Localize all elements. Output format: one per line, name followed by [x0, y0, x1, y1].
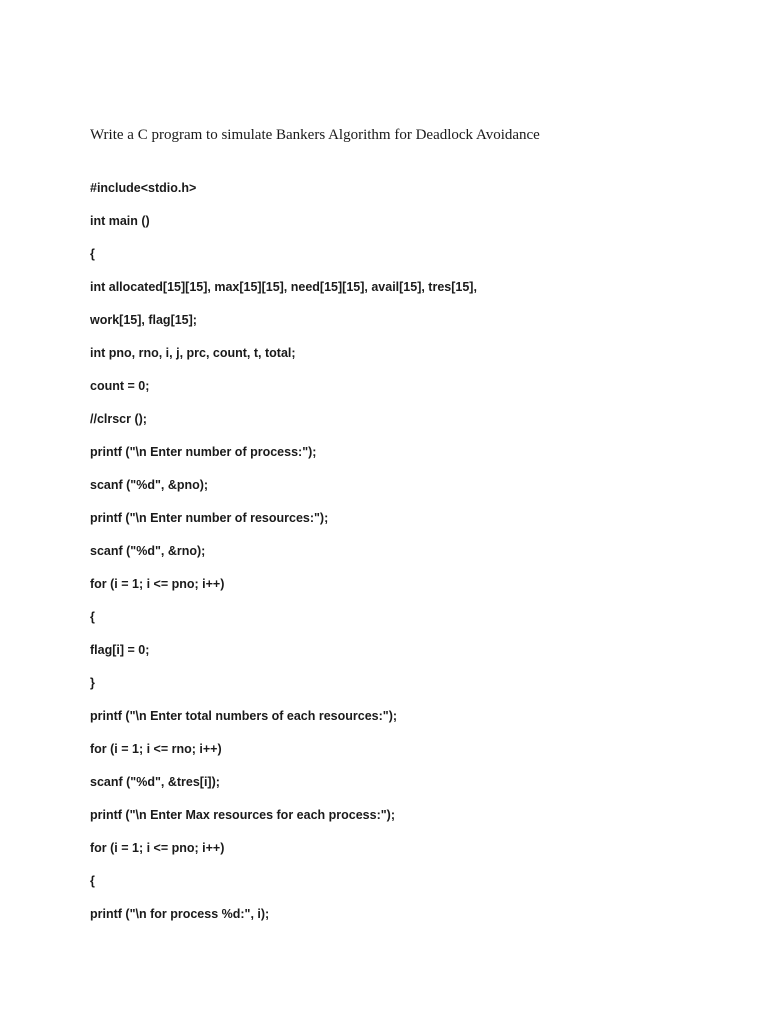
code-line: flag[i] = 0;	[90, 643, 150, 657]
code-line: count = 0;	[90, 379, 150, 393]
code-line: {	[90, 610, 95, 624]
code-line: scanf ("%d", &rno);	[90, 544, 206, 558]
code-line: {	[90, 247, 95, 261]
code-line: work[15], flag[15];	[90, 313, 197, 327]
code-line: {	[90, 874, 95, 888]
code-line: printf ("\n Enter number of resources:");	[90, 511, 329, 525]
code-line: int main ()	[90, 214, 150, 228]
code-line: int pno, rno, i, j, prc, count, t, total;	[90, 346, 296, 360]
code-line: //clrscr ();	[90, 412, 147, 426]
code-line: scanf ("%d", &pno);	[90, 478, 209, 492]
document-title: Write a C program to simulate Bankers Algorithm for Deadlock Avoidance	[90, 127, 540, 143]
code-line: int allocated[15][15], max[15][15], need[15][15], avail[15], tres[15],	[90, 280, 477, 294]
code-line: printf ("\n for process %d:", i);	[90, 907, 270, 921]
code-line: printf ("\n Enter number of process:");	[90, 445, 317, 459]
code-line: for (i = 1; i <= rno; i++)	[90, 742, 222, 756]
code-line: scanf ("%d", &tres[i]);	[90, 775, 220, 789]
code-line: printf ("\n Enter total numbers of each resources:");	[90, 709, 398, 723]
code-line: for (i = 1; i <= pno; i++)	[90, 577, 225, 591]
code-line: printf ("\n Enter Max resources for each process:");	[90, 808, 395, 822]
code-line: #include<stdio.h>	[90, 181, 197, 195]
code-line: for (i = 1; i <= pno; i++)	[90, 841, 225, 855]
code-line: }	[90, 676, 95, 690]
